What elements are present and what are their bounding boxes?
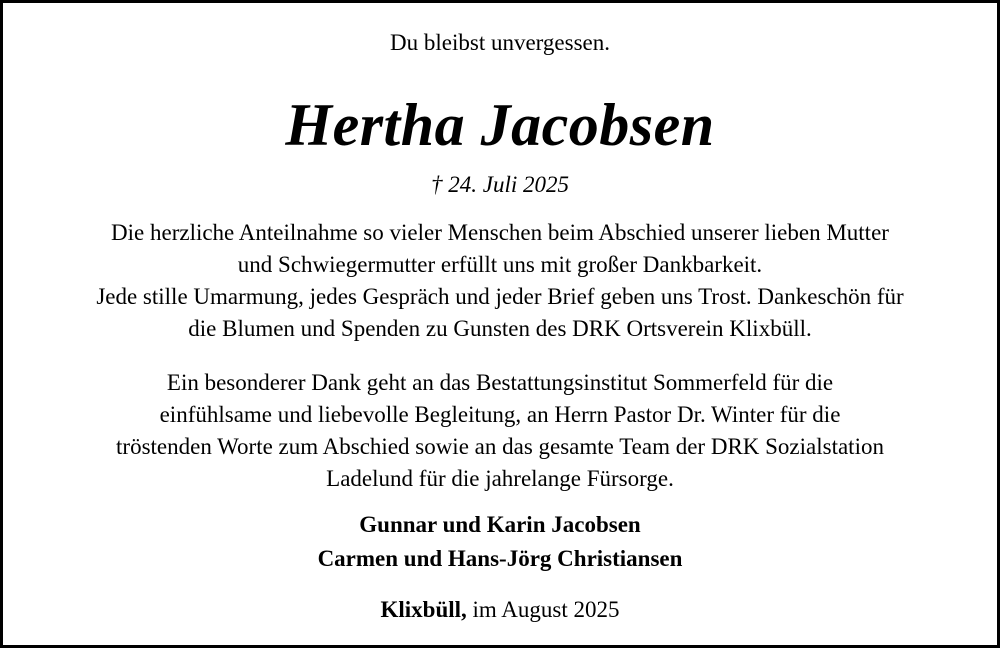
paragraph-line: Ein besonderer Dank geht an das Bestattungsinstitut Sommerfeld für die — [166, 370, 834, 395]
thanks-paragraph-2 — [3, 367, 997, 495]
paragraph-line: Ladelund für die jahrelange Fürsorge. — [326, 466, 674, 491]
place-date-line — [3, 595, 997, 625]
paragraph-line: die Blumen und Spenden zu Gunsten des DRK Ortsverein Klixbüll. — [188, 316, 812, 341]
place-name: Klixbüll, — [380, 597, 467, 622]
paragraph-line: und Schwiegermutter erfüllt uns mit großer Dankbarkeit. — [237, 252, 763, 277]
signature-line: Gunnar und Karin Jacobsen — [359, 512, 641, 537]
signature-line: Carmen und Hans-Jörg Christiansen — [317, 546, 683, 571]
notice-date: im August 2025 — [466, 597, 620, 622]
paragraph-line: einfühlsame und liebevolle Begleitung, an Herrn Pastor Dr. Winter für die — [159, 402, 841, 427]
death-date: † 24. Juli 2025 — [431, 172, 569, 197]
paragraph-line: Jede stille Umarmung, jedes Gespräch und jeder Brief geben uns Trost. Dankeschön für — [96, 284, 904, 309]
paragraph-line: Die herzliche Anteilnahme so vieler Menschen beim Abschied unserer lieben Mutter — [111, 220, 889, 245]
paragraph-line: tröstenden Worte zum Abschied sowie an das gesamte Team der DRK Sozialstation — [116, 434, 884, 459]
motto: Du bleibst unvergessen. — [390, 30, 610, 55]
thanks-paragraph-1 — [3, 217, 997, 345]
deceased-name: Hertha Jacobsen — [285, 92, 715, 158]
